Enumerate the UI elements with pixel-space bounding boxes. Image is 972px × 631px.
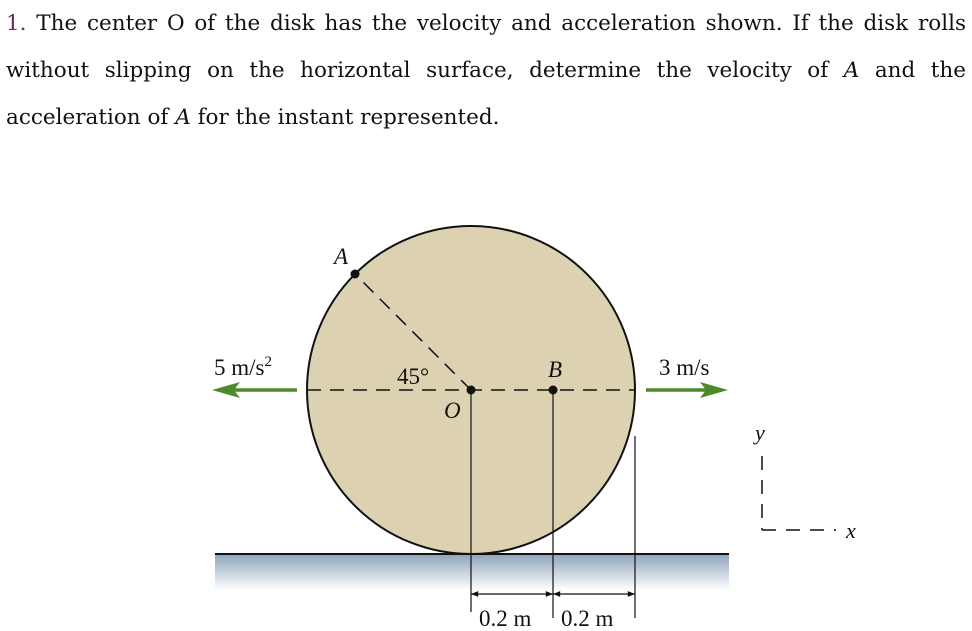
- problem-text-3: for the instant represented.: [190, 105, 500, 130]
- variable-a-2: A: [175, 105, 191, 130]
- problem-text-1: The center O of the disk has the velocity and acceleration shown. If the disk rolls without slipping on the horizontal surface, determine the velocity of: [6, 11, 966, 83]
- axis-indicator: [762, 456, 836, 530]
- acceleration-label: [214, 354, 272, 380]
- acceleration-arrow: [212, 382, 297, 398]
- angle-label: 45°: [397, 364, 430, 389]
- axis-x-label: x: [846, 518, 856, 543]
- acceleration-exponent: 2: [264, 354, 272, 370]
- acceleration-value: 5 m/s: [214, 355, 265, 380]
- problem-number: 1.: [6, 11, 27, 36]
- label-o: O: [444, 398, 461, 423]
- ground-surface: [215, 554, 729, 590]
- problem-text-2: and the acceleration of: [6, 58, 966, 130]
- point-a: [351, 270, 360, 279]
- velocity-label: 3 m/s: [659, 355, 710, 380]
- velocity-arrow: [646, 382, 728, 398]
- dimension-label-left: 0.2 m: [479, 606, 532, 631]
- label-a: A: [334, 244, 349, 269]
- dimension-label-right: 0.2 m: [561, 606, 614, 631]
- label-b: B: [548, 357, 563, 382]
- point-b: [549, 386, 558, 395]
- variable-a-1: A: [843, 58, 860, 83]
- axis-y-label: y: [755, 420, 765, 445]
- point-o: [467, 386, 476, 395]
